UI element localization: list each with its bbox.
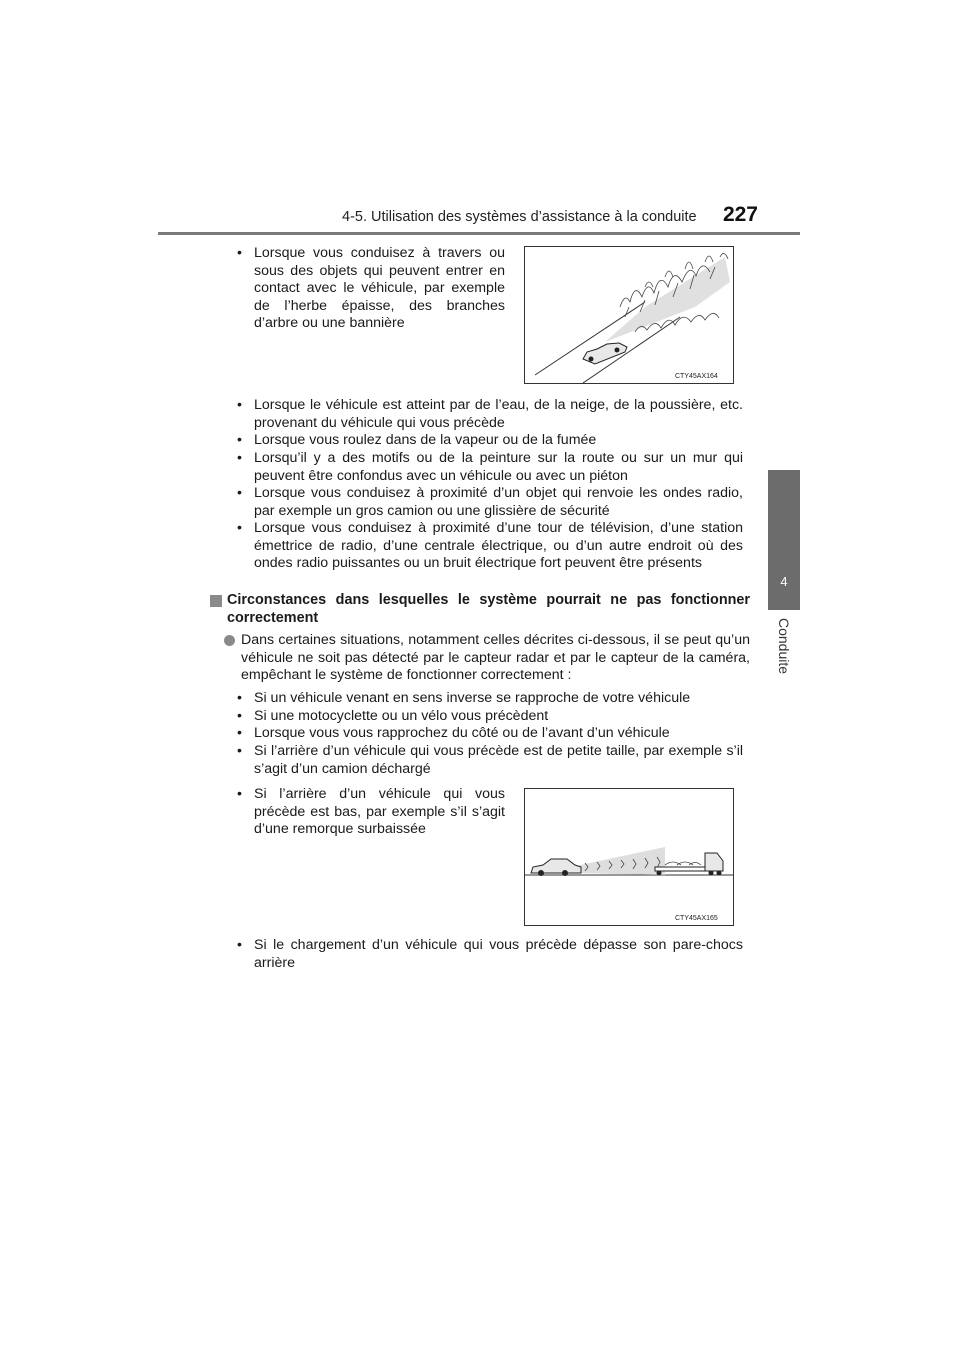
illustration-low-trailer — [525, 789, 733, 925]
header-rule — [158, 232, 800, 235]
bullet-marker: • — [237, 520, 242, 536]
list-item-text: Si une motocyclette ou un vélo vous précèdent — [254, 708, 549, 724]
list-item-text: Lorsqu’il y a des motifs ou de la peinture sur la route ou sur un mur qui peuvent être confondus avec un véhicule ou avec un piéton — [254, 450, 743, 484]
list-item-text: Lorsque vous conduisez à travers ou sous des objets qui peuvent entrer en contact avec le véhicule, par exemple de l’herbe épaisse, des branches d’arbre ou une bannière — [254, 245, 505, 331]
bullet-marker: • — [237, 245, 242, 261]
bullet-marker: • — [237, 690, 242, 706]
truck-icon — [655, 853, 723, 876]
list-item — [237, 690, 743, 708]
chapter-number: 4 — [780, 574, 788, 589]
bullet-marker: • — [237, 432, 242, 448]
list-item — [237, 397, 743, 432]
bullet-marker: • — [237, 743, 242, 759]
car-icon — [583, 343, 627, 364]
list-item — [237, 937, 743, 972]
list-item — [237, 450, 743, 485]
bullet-marker: • — [237, 708, 242, 724]
circle-bullet-icon — [224, 635, 235, 646]
list-item-text: Si l’arrière d’un véhicule qui vous précède est de petite taille, par exemple s’il s’agit d’un camion déchargé — [254, 743, 743, 777]
list-item-text: Lorsque le véhicule est atteint par de l’eau, de la neige, de la poussière, etc. provenant du véhicule qui vous précède — [254, 397, 743, 431]
chapter-tab — [768, 470, 800, 610]
figure-grass-obstacle — [524, 246, 734, 384]
list-item — [237, 485, 743, 520]
list-item — [237, 743, 743, 778]
list-item-text: Si l’arrière d’un véhicule qui vous précède est bas, par exemple s’il s’agit d’une remorque surbaissée — [254, 786, 505, 837]
list-item — [237, 520, 743, 573]
page-header — [342, 205, 762, 227]
heading-text: Circonstances dans lesquelles le système pourrait ne pas fonctionner correctement — [227, 592, 750, 626]
bullet-marker: • — [237, 397, 242, 413]
section-title: 4-5. Utilisation des systèmes d’assistance à la conduite — [342, 209, 697, 225]
figure-code: CTY45AX165 — [675, 915, 718, 922]
list-item-text: Si un véhicule venant en sens inverse se rapproche de votre véhicule — [254, 690, 691, 706]
heading-square-icon — [210, 595, 222, 607]
bullet-marker: • — [237, 786, 242, 802]
list-item — [237, 725, 743, 743]
list-item-text: Si le chargement d’un véhicule qui vous précède dépasse son pare-chocs arrière — [254, 937, 743, 971]
list-item — [237, 245, 505, 333]
figure-low-trailer — [524, 788, 734, 926]
bullet-marker: • — [237, 485, 242, 501]
section-heading — [210, 592, 750, 627]
car-icon — [531, 859, 581, 876]
list-item-text: Lorsque vous roulez dans de la vapeur ou de la fumée — [254, 432, 597, 448]
illustration-grass — [525, 247, 733, 383]
list-item — [237, 786, 505, 839]
list-item — [237, 708, 743, 726]
intro-text: Dans certaines situations, notamment celles décrites ci-dessous, il se peut qu’un véhicule ne soit pas détecté par le capteur radar et par le capteur de la caméra, empêchant le système de fonctionner correctement : — [241, 632, 750, 683]
list-item-text: Lorsque vous conduisez à proximité d’un objet qui renvoie les ondes radio, par exemple un gros camion ou une glissière de sécurité — [254, 485, 743, 519]
list-item-text: Lorsque vous conduisez à proximité d’une tour de télévision, d’une station émettrice de radio, d’une centrale électrique, ou d’un autre endroit où des ondes radio puissantes ou un bruit électrique fort peuvent être présents — [254, 520, 743, 571]
bullet-marker: • — [237, 725, 242, 741]
list-item — [237, 432, 743, 450]
figure-code: CTY45AX164 — [675, 373, 718, 380]
bullet-marker: • — [237, 937, 242, 953]
chapter-label: Conduite — [776, 618, 792, 675]
intro-paragraph — [224, 632, 750, 685]
list-item-text: Lorsque vous vous rapprochez du côté ou de l’avant d’un véhicule — [254, 725, 670, 741]
bullet-marker: • — [237, 450, 242, 466]
chapter-label-container — [768, 618, 800, 698]
page-number: 227 — [722, 203, 758, 226]
